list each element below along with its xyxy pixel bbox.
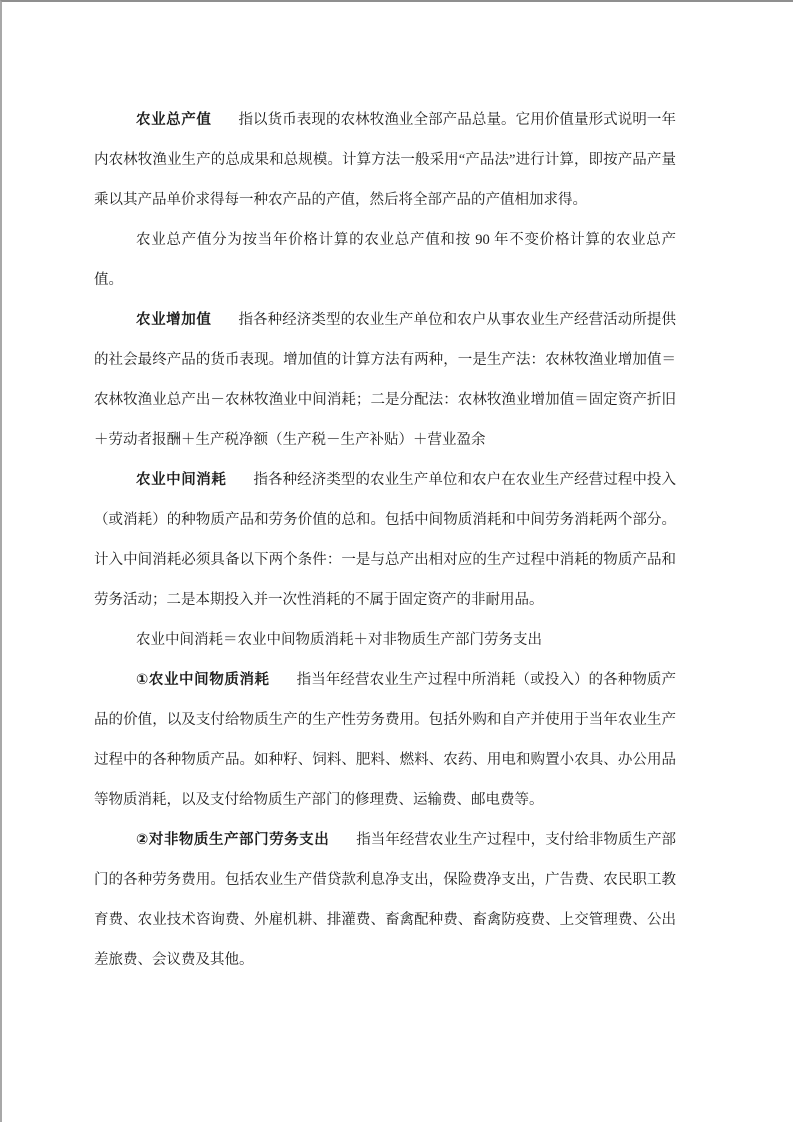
paragraph-text: 指以货币表现的农林牧渔业全部产品总量。它用价值量形式说明一年内农林牧渔业生产的总成果和总规模。计算方法一般采用“产品法”进行计算，即按产品产量乘以其产品单价求得每一种农产品的产值，然后将全部产品的产值相加求得。 <box>94 112 677 208</box>
paragraph-text: 指各种经济类型的农业生产单位和农户在农业生产经营过程中投入（或消耗）的种物质产品和劳务价值的总和。包括中间物质消耗和中间劳务消耗两个部分。计入中间消耗必须具备以下两个条件：一是与总产出相对应的生产过程中消耗的物质产品和劳务活动；二是本期投入并一次性消耗的不属于固定资产的非耐用品。 <box>94 472 677 608</box>
paragraph-text: 指当年经营农业生产过程中所消耗（或投入）的各种物质产品的价值，以及支付给物质生产的生产性劳务费用。包括外购和自产并使用于当年农业生产过程中的各种物质产品。如种籽、饲料、肥料、燃料、农药、用电和购置小农具、办公用品等物质消耗，以及支付给物质生产部门的修理费、运输费、邮电费等。 <box>94 672 677 808</box>
paragraph-text: 农业总产值分为按当年价格计算的农业总产值和按 90 年不变价格计算的农业总产值。 <box>94 232 676 288</box>
paragraph-text: 指当年经营农业生产过程中，支付给非物质生产部门的各种劳务费用。包括农业生产借贷款利息净支出，保险费净支出，广告费、农民职工教育费、农业技术咨询费、外雇机耕、排灌费、畜禽配种费、畜禽防疫费、上交管理费、公出差旅费、会议费及其他。 <box>94 832 677 968</box>
term-value-added: 农业增加值 <box>136 312 212 328</box>
paragraph-text: 指各种经济类型的农业生产单位和农户从事农业生产经营活动所提供的社会最终产品的货币表现。增加值的计算方法有两种，一是生产法：农林牧渔业增加值＝农林牧渔业总产出－农林牧渔业中间消耗；二是分配法：农林牧渔业增加值＝固定资产折旧＋劳动者报酬＋生产税净额（生产税－生产补贴）＋营业盈余 <box>94 312 677 448</box>
term-material-consumption: ①农业中间物质消耗 <box>136 672 270 688</box>
paragraph-gross-output-value <box>94 100 676 220</box>
paragraph-nonmaterial-labor-expense <box>94 820 676 980</box>
paragraph-material-consumption <box>94 660 676 820</box>
term-nonmaterial-labor-expense: ②对非物质生产部门劳务支出 <box>136 832 330 848</box>
paragraph-output-value-note <box>94 220 676 300</box>
document-body <box>94 100 676 980</box>
term-gross-output-value: 农业总产值 <box>136 112 212 128</box>
paragraph-consumption-formula <box>94 620 676 660</box>
paragraph-text: 农业中间消耗＝农业中间物质消耗＋对非物质生产部门劳务支出 <box>136 632 542 648</box>
paragraph-value-added <box>94 300 676 460</box>
term-intermediate-consumption: 农业中间消耗 <box>136 472 227 488</box>
paragraph-intermediate-consumption <box>94 460 676 620</box>
